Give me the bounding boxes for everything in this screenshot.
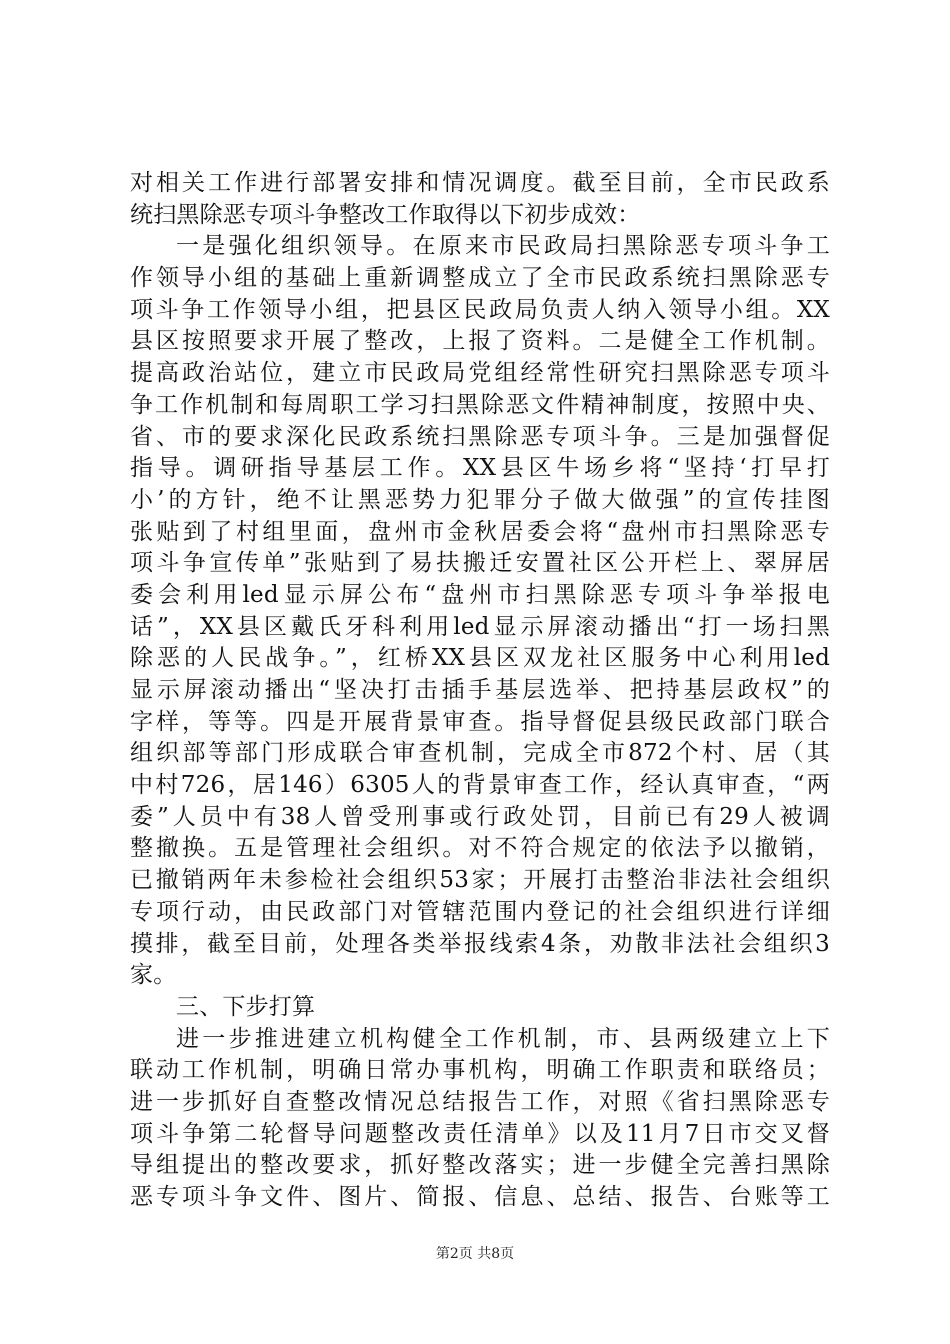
text-line: 提高政治站位，建立市民政局党组经常性研究扫黑除恶专项斗 (130, 360, 830, 387)
text-line: 导组提出的整改要求，抓好整改落实；进一步健全完善扫黑除 (130, 1152, 830, 1179)
text-line: 联动工作机制，明确日常办事机构，明确工作职责和联络员； (130, 1057, 830, 1084)
text-line: 委会利用led显示屏公布“盘州市扫黑除恶专项斗争举报电 (130, 581, 830, 608)
text-line: 已撤销两年未参检社会组织53家；开展打击整治非法社会组织 (130, 867, 830, 894)
text-line: 恶专项斗争文件、图片、简报、信息、总结、报告、台账等工 (130, 1184, 830, 1210)
text-line: 显示屏滚动播出“坚决打击插手基层选举、把持基层政权”的 (130, 677, 830, 703)
text-line: 三、下步打算 (176, 993, 316, 1020)
text-line: 字样，等等。四是开展背景审查。指导督促县级民政部门联合 (130, 708, 830, 735)
text-line: 委”人员中有38人曾受刑事或行政处罚，目前已有29人被调 (130, 803, 830, 830)
text-line: 中村726，居146）6305人的背景审查工作，经认真审查，“两 (130, 772, 830, 799)
text-line: 张贴到了村组里面，盘州市金秋居委会将“盘州市扫黑除恶专 (130, 518, 830, 545)
text-line: 项斗争宣传单”张贴到了易扶搬迁安置社区公开栏上、翠屏居 (130, 550, 830, 577)
text-line: 争工作机制和每周职工学习扫黑除恶文件精神制度，按照中央、 (130, 391, 830, 418)
text-line: 一是强化组织领导。在原来市民政局扫黑除恶专项斗争工 (176, 233, 830, 260)
text-line: 统扫黑除恶专项斗争整改工作取得以下初步成效： (130, 201, 641, 228)
text-line: 作领导小组的基础上重新调整成立了全市民政系统扫黑除恶专 (130, 265, 830, 292)
text-line: 专项行动，由民政部门对管辖范围内登记的社会组织进行详细 (130, 898, 830, 925)
text-line: 摸排，截至目前，处理各类举报线索4条，劝散非法社会组织3 (130, 930, 830, 957)
text-line: 组织部等部门形成联合审查机制，完成全市872个村、居（其 (130, 740, 830, 767)
text-line: 进一步抓好自查整改情况总结报告工作，对照《省扫黑除恶专 (130, 1088, 830, 1115)
text-line: 话”，XX县区戴氏牙科利用led显示屏滚动播出“打一场扫黑 (130, 613, 830, 640)
text-line: 项斗争工作领导小组，把县区民政局负责人纳入领导小组。XX (130, 296, 830, 323)
text-line: 指导。调研指导基层工作。XX县区牛场乡将“坚持‘打早打 (130, 455, 830, 482)
text-line: 县区按照要求开展了整改，上报了资料。二是健全工作机制。 (130, 328, 830, 355)
text-line: 项斗争第二轮督导问题整改责任清单》以及11月7日市交叉督 (130, 1120, 830, 1147)
document-body (130, 168, 830, 1214)
text-line: 家。 (130, 962, 177, 989)
text-line: 除恶的人民战争。”，红桥XX县区双龙社区服务中心利用led (130, 645, 830, 672)
text-line: 对相关工作进行部署安排和情况调度。截至目前，全市民政系 (130, 170, 830, 196)
text-line: 进一步推进建立机构健全工作机制，市、县两级建立上下 (176, 1025, 830, 1052)
text-line: 小’的方针，绝不让黑恶势力犯罪分子做大做强”的宣传挂图 (130, 486, 830, 513)
text-line: 省、市的要求深化民政系统扫黑除恶专项斗争。三是加强督促 (130, 423, 830, 450)
text-line: 整撤换。五是管理社会组织。对不符合规定的依法予以撤销， (130, 835, 830, 862)
page-footer: 第2页 共8页 (435, 1246, 515, 1262)
